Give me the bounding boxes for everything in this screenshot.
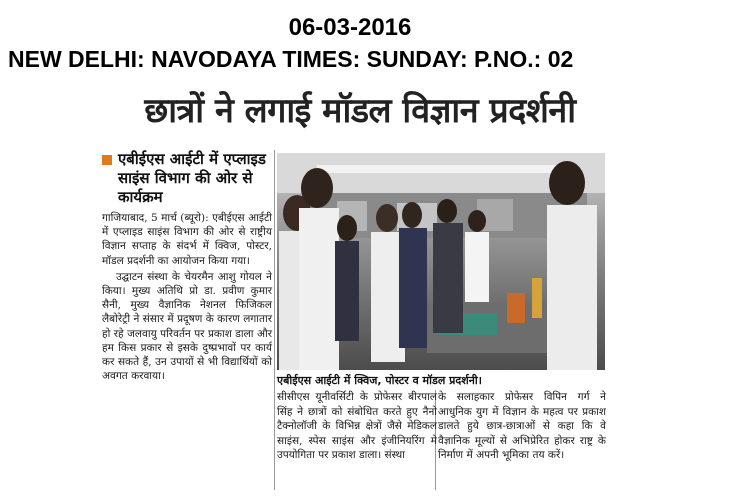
article-paragraph-3: सीसीएस यूनीवर्सिटी के प्रोफेसर बीरपाल सिंह ने छात्रों को संबोधित करते हुए नैनो टैक्नोलॉजी के विभिन्न क्षेत्रों जैसे मेडिकल साइंस, स्पेस साइंस और इंजीनियरिंग मे उपयोगिता पर प्रकाश डाला। संस्था (277, 391, 437, 461)
article-paragraph-4: के सलाहकार प्रोफेसर विपिन गर्ग ने आधुनिक युग में विज्ञान के महत्व पर प्रकाश डालते हुये छात्र-छात्राओं से कहा कि वे वैज्ञानिक मूल्यों से अभिप्रेरित होकर राष्ट्र के निर्माण में अपनी भूमिका तय करें। (438, 391, 606, 461)
exhibition-photo-illustration (277, 153, 605, 370)
photo-caption: एबीईएस आईटी में क्विज, पोस्टर व मॉडल प्रदर्शनी। (277, 374, 482, 387)
paragraph-1-text: एबीईएस आईटी में एप्लाइड साइंस विभाग की ओर से राष्ट्रीय विज्ञान सप्ताह के संदर्भ में क्विज, पोस्टर, मॉडल प्रदर्शनी का आयोजन किया गया। (102, 212, 272, 267)
article-headline: छात्रों ने लगाई मॉडल विज्ञान प्रदर्शनी (144, 91, 576, 131)
newspaper-date: 06-03-2016 (288, 14, 412, 41)
article-paragraph-1 (102, 211, 272, 268)
left-column (102, 150, 272, 383)
subheadline-block (102, 150, 272, 207)
article-subheadline: एबीईएस आईटी में एप्लाइड साइंस विभाग की ओर से कार्यक्रम (118, 150, 266, 206)
bullet-square-icon (102, 155, 112, 165)
article-photo (277, 153, 605, 370)
article-paragraph-2: उद्घाटन संस्था के चेयरमैन आशु गोयल ने किया। मुख्य अतिथि प्रो डा. प्रवीण कुमार सैनी, मुख्य वैज्ञानिक नेशनल फिजिकल लैबोरेट्री ने संसार में प्रदूषण के कारण लगातार हो रहे जलवायु परिवर्तन पर प्रकाश डाला और हम किस प्रकार से इसके दुष्प्रभावों पर कार्य कर सकते हैं, उन उपायों से भी विद्यार्थियों को अवगत करवाया। (102, 270, 272, 383)
column-divider (274, 150, 275, 490)
dateline: गाजियाबाद, 5 मार्च (ब्यूरो): (102, 212, 209, 224)
publication-line: NEW DELHI: NAVODAYA TIMES: SUNDAY: P.NO.: 02 (8, 46, 574, 72)
